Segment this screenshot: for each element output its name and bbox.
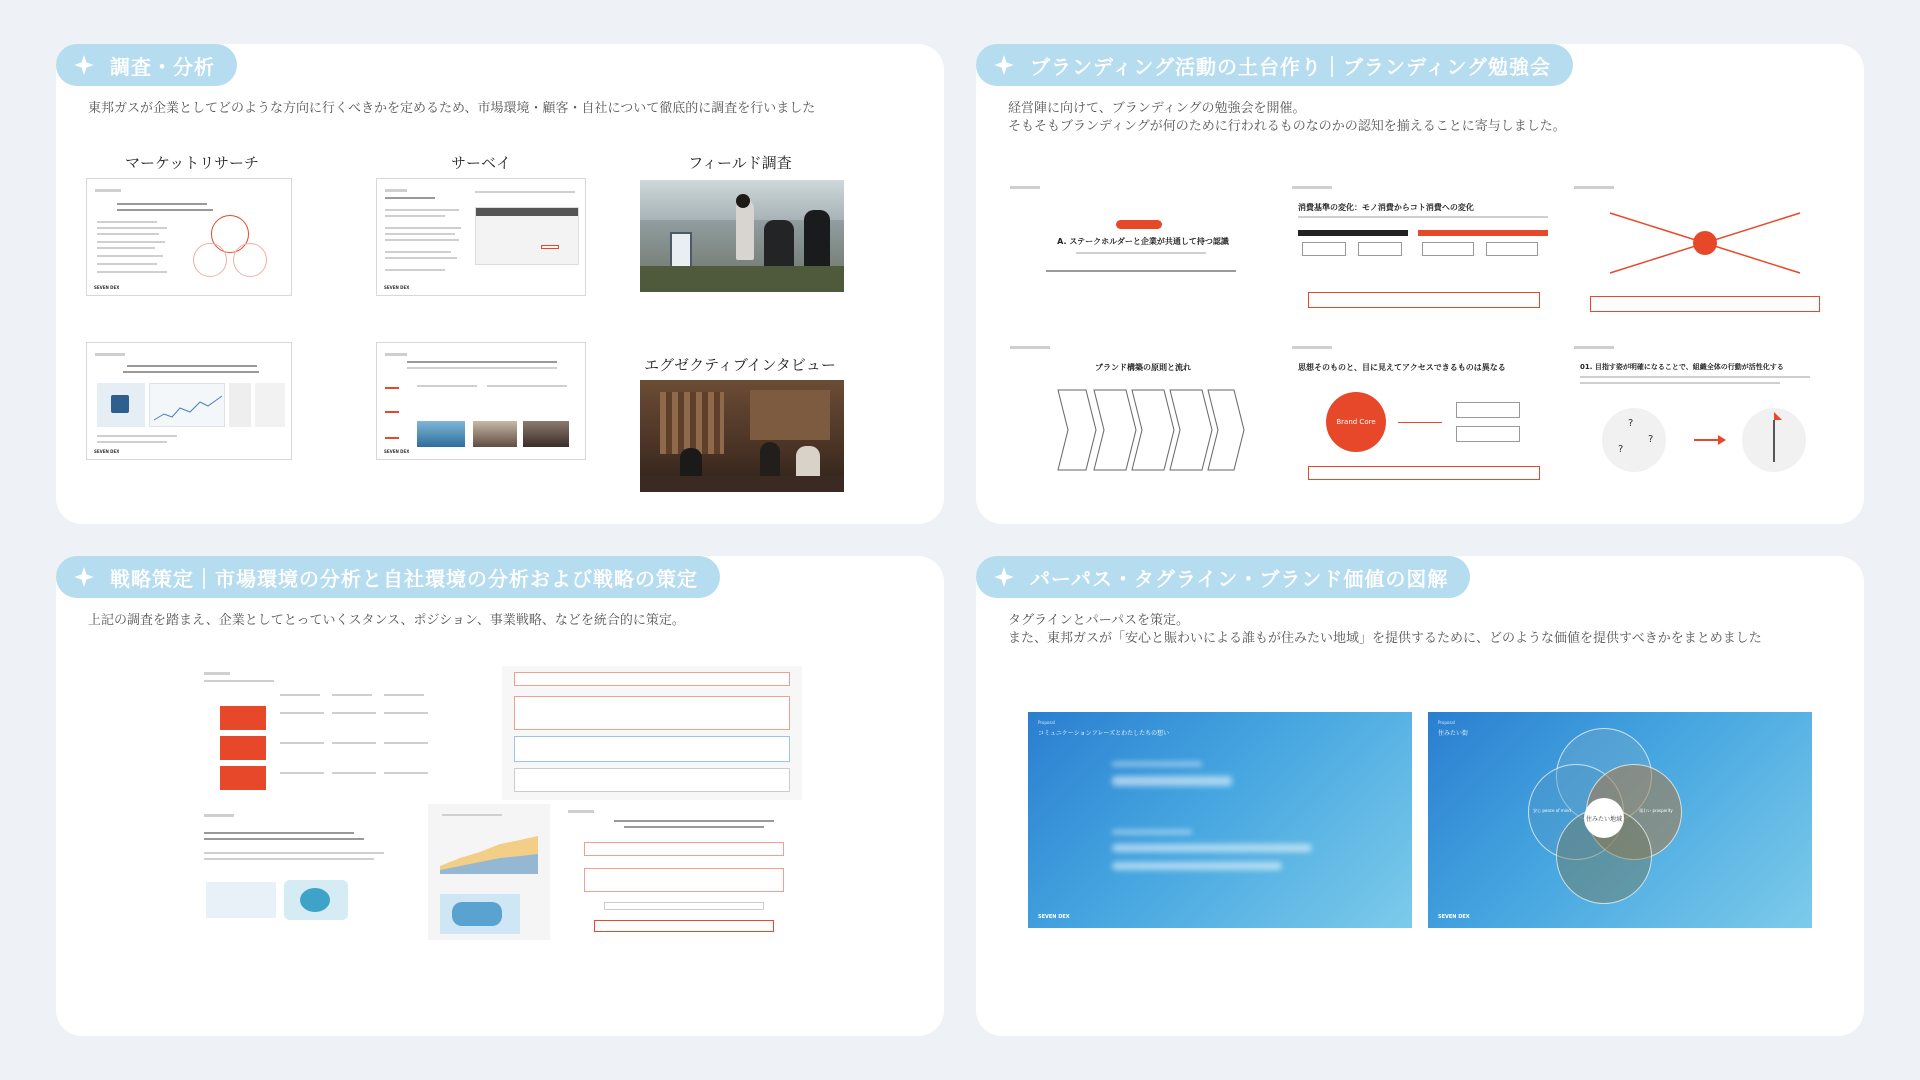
- branding-description-2: そもそもブランディングが何のために行われるものなのかの認知を揃えることに寄与しました。: [1008, 119, 1566, 134]
- survey-label: サーベイ: [450, 154, 511, 172]
- strategy-slide-1: [200, 666, 440, 796]
- market-research-label: マーケットリサーチ: [125, 154, 259, 172]
- slide1-title: A. ステークホルダーと企業が共通して持つ認識: [1057, 237, 1229, 246]
- svg-text:?: ?: [1648, 434, 1654, 445]
- market-research-slide-1: [86, 178, 292, 296]
- cross-diagram-icon: [1600, 208, 1810, 278]
- venn-right-label: 賑わい prosperity: [1639, 808, 1673, 813]
- slide5-title: 思想そのものと、目に見えてアクセスできるものは異なる: [1298, 363, 1506, 372]
- branding-slide-6: [1570, 340, 1840, 490]
- flow-arrows-icon: [1056, 380, 1246, 480]
- seven-dex-logo: SEVEN DEX: [1438, 914, 1470, 920]
- purpose-description-2: また、東邦ガスが「安心と賑わいによる誰もが住みたい地域」を提供するために、どのような価値を提供すべきかをまとめました: [1008, 631, 1762, 646]
- strategy-slide-2: [502, 666, 802, 800]
- executive-interview-photo: [640, 380, 844, 492]
- branding-slide-2: [1288, 180, 1562, 328]
- sparkle-icon: [994, 567, 1014, 587]
- strategy-slide-4: [428, 804, 550, 940]
- seven-dex-logo: SEVEN DEX: [384, 285, 410, 290]
- purpose-panel: [976, 556, 1864, 1036]
- strategy-title: 戦略策定｜市場環境の分析と自社環境の分析および戦略の策定: [110, 566, 698, 591]
- seven-dex-logo: SEVEN DEX: [1038, 914, 1070, 920]
- research-description: 東邦ガスが企業としてどのような方向に行くべきかを定めるため、市場環境・顧客・自社について徹底的に調査を行いました: [88, 101, 816, 116]
- branding-description-1: 経営陣に向けて、ブランディングの勉強会を開催。: [1008, 101, 1306, 116]
- field-research-label: フィールド調査: [688, 154, 792, 172]
- market-research-slide-2: [86, 342, 292, 460]
- survey-slide-1: [376, 178, 586, 296]
- seven-dex-logo: SEVEN DEX: [384, 449, 410, 454]
- venn-slide-title: 住みたい街: [1438, 730, 1469, 737]
- branding-panel: [976, 44, 1864, 524]
- purpose-description-1: タグラインとパーパスを策定。: [1008, 613, 1189, 628]
- strategy-slide-5: [564, 804, 802, 940]
- branding-slide-5: [1288, 340, 1562, 490]
- branding-title: ブランディング活動の土台作り｜ブランディング勉強会: [1030, 54, 1551, 79]
- sparkle-icon: [74, 55, 94, 75]
- seven-dex-logo: SEVEN DEX: [94, 285, 120, 290]
- purpose-slide-tagline: Proposal コミュニケーションフレーズとわたしたちの想い SEVEN DEX: [1028, 712, 1412, 928]
- branding-slide-1: [1006, 180, 1280, 328]
- research-panel: [56, 44, 944, 524]
- seven-dex-logo: SEVEN DEX: [94, 449, 120, 454]
- slide4-title: ブランド構築の原則と流れ: [1095, 363, 1191, 372]
- area-chart-icon: [440, 826, 538, 874]
- research-title-pill: [56, 44, 237, 86]
- tagline-slide-title: コミュニケーションフレーズとわたしたちの想い: [1038, 730, 1170, 737]
- sparkle-icon: [994, 55, 1014, 75]
- strategy-title-pill: [56, 556, 720, 598]
- branding-slide-4: [1006, 340, 1280, 490]
- trend-line-icon: [150, 384, 226, 428]
- svg-text:?: ?: [1618, 444, 1624, 455]
- purpose-slide-venn: Proposal 住みたい街 住みたい地域 安心 peace of mind 賑わい prosperity SEVEN DEX: [1428, 712, 1812, 928]
- branding-slide-3: [1570, 180, 1840, 328]
- branding-title-pill: [976, 44, 1573, 86]
- slide2-title: 消費基準の変化：モノ消費からコト消費への変化: [1298, 203, 1474, 212]
- executive-interview-label: エグゼクティブインタビュー: [644, 356, 836, 374]
- svg-text:?: ?: [1628, 418, 1634, 429]
- strategy-slide-3: [200, 808, 426, 936]
- research-title: 調査・分析: [110, 54, 215, 79]
- field-research-photo: [640, 180, 844, 292]
- purpose-title-pill: [976, 556, 1470, 598]
- venn-center: 住みたい地域: [1584, 798, 1624, 838]
- sparkle-icon: [74, 567, 94, 587]
- strategy-panel: [56, 556, 944, 1036]
- purpose-title: パーパス・タグライン・ブランド価値の図解: [1030, 566, 1449, 591]
- venn-left-label: 安心 peace of mind: [1533, 808, 1571, 813]
- slide6-title: 01. 目指す姿が明確になることで、組織全体の行動が活性化する: [1580, 363, 1784, 371]
- strategy-description: 上記の調査を踏まえ、企業としてとっていくスタンス、ポジション、事業戦略、などを統合的に策定。: [88, 613, 685, 628]
- scatter-to-arrow-icon: [1594, 400, 1814, 480]
- brand-core-circle: Brand Core: [1326, 392, 1386, 452]
- survey-slide-2: [376, 342, 586, 460]
